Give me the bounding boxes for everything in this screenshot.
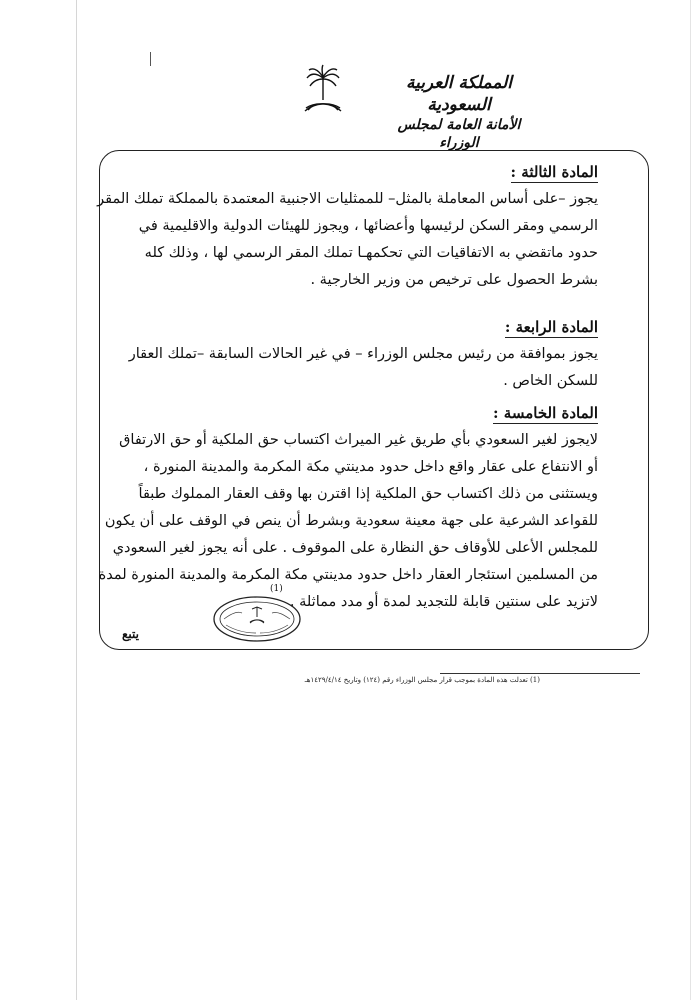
article-heading: المادة الخامسة :: [493, 404, 598, 422]
continue-label: يتبع: [122, 627, 139, 641]
org-name: المملكة العربية السعودية: [405, 73, 513, 115]
footnote-divider: [440, 673, 640, 674]
article-line: للقواعد الشرعية على جهة معينة سعودية وبشرط أن ينص في الوقف على أن يكون: [104, 513, 598, 529]
footnote-marker: (1): [270, 584, 283, 594]
article-line: للمجلس الأعلى للأوقاف حق النظارة على الموقوف . على أنه يجوز لغير السعودي: [112, 540, 598, 556]
article-line: للسكن الخاص .: [503, 373, 598, 389]
palm-swords-emblem-icon: [303, 64, 343, 118]
official-seal-stamp-icon: [212, 595, 302, 643]
article-line: الرسمي ومقر السكن لرئيسها وأعضائها ، ويجوز للهيئات الدولية والاقليمية في: [138, 218, 598, 234]
article-line: أو الانتفاع على عقار واقع داخل حدود مدينتي مكة المكرمة والمدينة المنورة ،: [143, 459, 598, 475]
article-line: بشرط الحصول على ترخيص من وزير الخارجية .: [310, 272, 598, 288]
article-heading: المادة الرابعة :: [504, 318, 598, 336]
article-line: لايجوز لغير السعودي بأي طريق غير الميراث اكتساب حق الملكية أو حق الارتفاق: [119, 432, 598, 448]
letterhead: [384, 72, 534, 152]
scan-edge-line: [690, 0, 691, 1000]
article-line: ويستثنى من ذلك اكتساب حق الملكية إذا اقترن بها وقف العقار المملوك طبقاً: [138, 486, 598, 502]
article-line: يجوز –على أساس المعاملة بالمثل– للممثليات الاجنبية المعتمدة بالمملكة تملك المقر: [97, 191, 598, 207]
scan-edge-line: [76, 0, 77, 1000]
article-line: يجوز بموافقة من رئيس مجلس الوزراء – في غير الحالات السابقة –تملك العقار: [128, 346, 598, 362]
footnote-text: (1) تعدلت هذه المادة بموجب قرار مجلس الوزراء رقم (١٢٤) وتاريخ ١٤٢٩/٤/١٤هـ: [304, 676, 540, 684]
scan-mark: [150, 52, 151, 66]
article-line: لاتزيد على سنتين قابلة للتجديد لمدة أو مدد مماثلة .: [289, 594, 598, 610]
article-line: حدود ماتقضي به الاتفاقيات التي تحكمهـا تملك المقر الرسمي لها ، وذلك كله: [144, 245, 598, 261]
article-heading: المادة الثالثة :: [510, 163, 598, 181]
article-line: من المسلمين استئجار العقار داخل حدود مدينتي مكة المكرمة والمدينة المنورة لمدة: [98, 567, 598, 583]
org-department: الأمانة العامة لمجلس الوزراء: [397, 117, 521, 151]
